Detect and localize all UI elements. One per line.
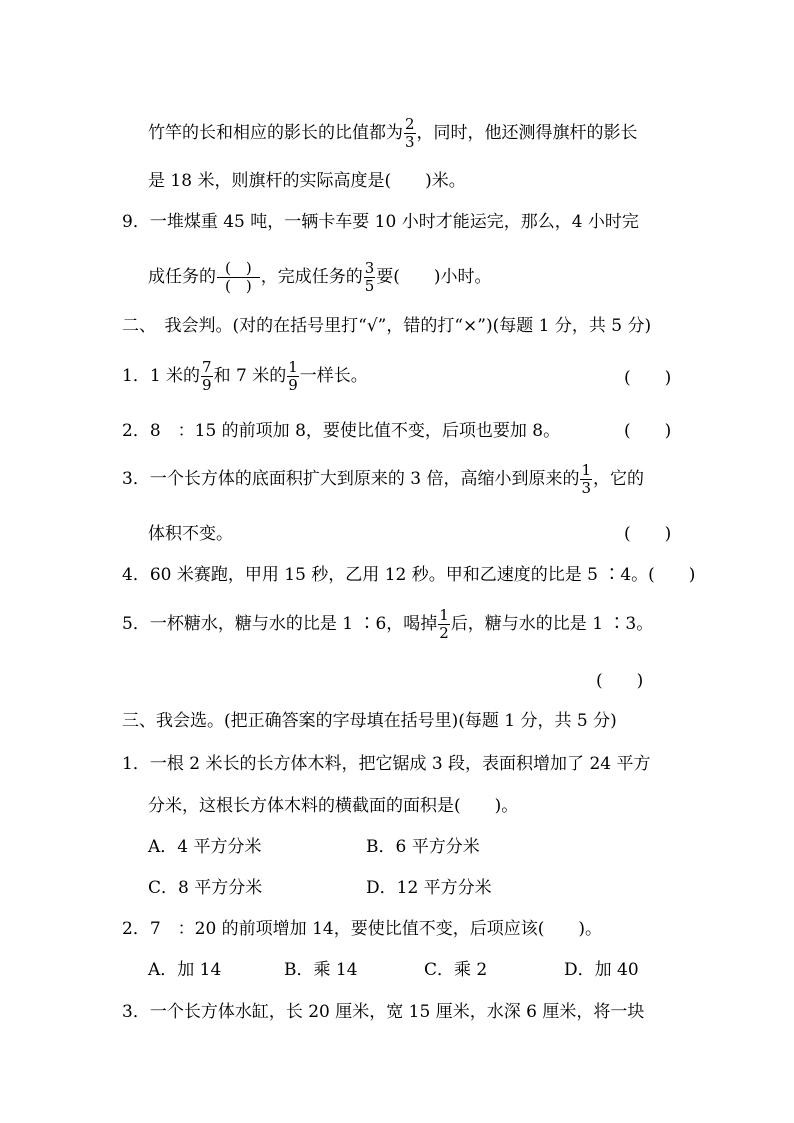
- sec2-q2: 2．8 ：15 的前项加 8，要使比值不变，后项也要加 8。: [122, 421, 561, 441]
- sec2-q2-answer-blank[interactable]: ( ): [624, 421, 672, 441]
- q8-line2: 是 18 米，则旗杆的实际高度是( )米。: [148, 171, 466, 191]
- sec2-q1-text-a: 1．1 米的: [122, 366, 201, 386]
- sec3-q2-option-a[interactable]: A．加 14: [148, 960, 222, 980]
- sec2-q3-answer-blank[interactable]: ( ): [624, 524, 672, 544]
- sec2-q5-text-b: 后，糖与水的比是 1 ∶3。: [450, 614, 654, 634]
- sec2-q4: 4．60 米赛跑，甲用 15 秒，乙用 12 秒。甲和乙速度的比是 5 ∶4。( ): [122, 565, 696, 585]
- sec2-q5-answer-blank[interactable]: ( ): [596, 671, 644, 691]
- sec2-q5-text-a: 5．一杯糖水，糖与水的比是 1 ∶6，喝掉: [122, 614, 438, 634]
- sec2-q5-fraction: $\frac{1}{2}$: [439, 606, 449, 642]
- sec2-title: 二、 我会判。(对的在括号里打“√”，错的打“×”)(每题 1 分，共 5 分): [122, 316, 652, 336]
- q8-line1: [148, 116, 638, 151]
- q8-fraction: $\frac{2}{3}$: [405, 115, 415, 151]
- sec2-q1-text-b: 和 7 米的: [213, 366, 287, 386]
- sec3-q1-line1: 1．一根 2 米长的长方体木料，把它锯成 3 段，表面积增加了 24 平方: [122, 754, 651, 774]
- q9-text-b: ，完成任务的: [260, 267, 363, 287]
- q9-text-c: 要( )小时。: [376, 267, 492, 287]
- sec3-q3-line1: 3．一个长方体水缸，长 20 厘米，宽 15 厘米，水深 6 厘米，将一块: [122, 1002, 645, 1022]
- sec2-q1-text-c: 一样长。: [299, 366, 368, 386]
- sec3-q1-option-b[interactable]: B．6 平方分米: [366, 837, 480, 857]
- sec3-title: 三、我会选。(把正确答案的字母填在括号里)(每题 1 分，共 5 分): [122, 711, 617, 731]
- sec3-q2-option-d[interactable]: D．加 40: [564, 960, 639, 980]
- sec2-q1: [122, 359, 368, 394]
- sec3-q1-option-d[interactable]: D．12 平方分米: [366, 878, 492, 898]
- q8-text-b: ，同时，他还测得旗杆的影长: [416, 123, 638, 143]
- sec2-q5: [122, 607, 653, 642]
- q8-text-a: 竹竿的长和相应的影长的比值都为: [148, 123, 403, 143]
- sec2-q1-fraction-2: $\frac{1}{9}$: [288, 358, 298, 394]
- sec3-q1-option-a[interactable]: A．4 平方分米: [148, 837, 262, 857]
- sec3-q2-option-b[interactable]: B．乘 14: [284, 960, 358, 980]
- sec2-q1-answer-blank[interactable]: ( ): [624, 368, 672, 388]
- sec3-q1-option-c[interactable]: C．8 平方分米: [148, 878, 263, 898]
- sec2-q3-line2: 体积不变。: [148, 524, 233, 544]
- q9-line2: [148, 260, 492, 295]
- q9-text-a: 成任务的: [148, 267, 216, 287]
- sec2-q3-fraction: $\frac{1}{3}$: [581, 461, 591, 497]
- sec3-q1-line2: 分米，这根长方体木料的横截面的面积是( )。: [148, 796, 519, 816]
- sec2-q1-fraction-1: $\frac{7}{9}$: [202, 358, 212, 394]
- sec3-q2-option-c[interactable]: C．乘 2: [424, 960, 488, 980]
- q9-fraction: $\frac{3}{5}$: [364, 259, 375, 295]
- sec2-q3-text-b: ，它的: [593, 469, 644, 489]
- sec3-q2-line1: 2．7 ：20 的前项增加 14，要使比值不变，后项应该( )。: [122, 919, 602, 939]
- sec2-q3-text-a: 3．一个长方体的底面积扩大到原来的 3 倍，高缩小到原来的: [122, 469, 580, 489]
- q9-line1: 9．一堆煤重 45 吨，一辆卡车要 10 小时才能运完，那么，4 小时完: [122, 212, 639, 232]
- q9-blank-fraction: $\frac{( )}{( )}$: [217, 260, 260, 295]
- sec2-q3-line1: [122, 462, 644, 497]
